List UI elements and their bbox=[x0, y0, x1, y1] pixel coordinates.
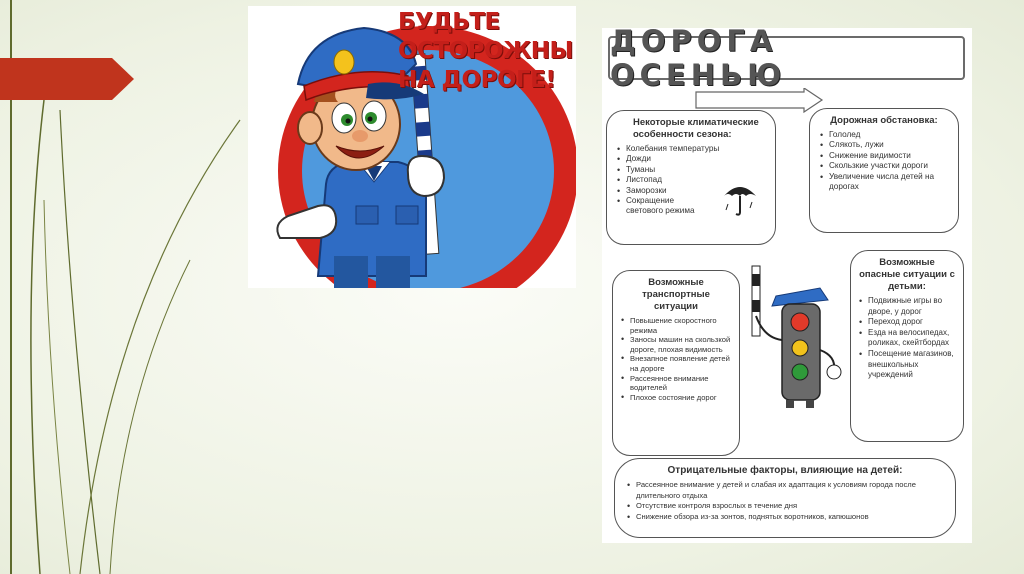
list-item: • Езда на велосипедах, роликах, скейтбордах bbox=[859, 328, 955, 349]
road-title: Дорожная обстановка: bbox=[830, 115, 938, 126]
list-item: • Внезапное появление детей на дороге bbox=[621, 354, 731, 373]
list-item: • Переход дорог bbox=[859, 317, 955, 328]
climate-title: Некоторые климатические особенности сезона: bbox=[633, 117, 759, 140]
be-careful-headline bbox=[398, 8, 576, 95]
headline-line: НА ДОРОГЕ! bbox=[398, 67, 556, 93]
negative-list bbox=[627, 480, 943, 522]
list-item: • Посещение магазинов, внешкольных учреждений bbox=[859, 349, 955, 381]
list-item: • Рассеянное внимание водителей bbox=[621, 374, 731, 393]
transport-list bbox=[621, 316, 731, 402]
list-item: • Заморозки bbox=[617, 186, 765, 196]
danger-list bbox=[859, 296, 955, 381]
list-item: • Сокращение светового режима bbox=[617, 196, 712, 217]
list-item: • Плохое состояние дорог bbox=[621, 393, 731, 403]
list-item: • Подвижные игры во дворе, у дорог bbox=[859, 296, 955, 317]
transport-bubble bbox=[612, 270, 740, 456]
list-item: • Заносы машин на скользкой дороге, плохая видимость bbox=[621, 335, 731, 354]
list-item: • Дожди bbox=[617, 154, 765, 164]
road-list bbox=[820, 130, 948, 192]
list-item: • Скользкие участки дороги bbox=[820, 161, 948, 171]
list-item: • Отсутствие контроля взрослых в течение дня bbox=[627, 501, 943, 512]
list-item: • Снижение обзора из-за зонтов, поднятых воротников, капюшонов bbox=[627, 512, 943, 523]
road-situation-bubble bbox=[809, 108, 959, 233]
list-item: • Слякоть, лужи bbox=[820, 140, 948, 150]
traffic-light-character bbox=[742, 260, 848, 410]
list-item: • Гололед bbox=[820, 130, 948, 140]
transport-title: Возможные транспортные ситуации bbox=[642, 277, 710, 312]
poster-title: ДОРОГА ОСЕНЬЮ bbox=[610, 24, 787, 92]
list-item: • Повышение скоростного режима bbox=[621, 316, 731, 335]
poster-title-box bbox=[608, 24, 965, 92]
headline-line: БУДЬТЕ bbox=[398, 9, 500, 35]
umbrella-icon bbox=[720, 178, 760, 218]
list-item: • Снижение видимости bbox=[820, 151, 948, 161]
list-item: • Увеличение числа детей на дорогах bbox=[820, 172, 948, 193]
be-careful-poster bbox=[248, 6, 576, 288]
list-item: • Рассеянное внимание у детей и слабая их адаптация к условиям города после длительного отдыха bbox=[627, 480, 943, 501]
negative-factors-bubble bbox=[614, 458, 956, 538]
danger-title: Возможные опасные ситуации с детьми: bbox=[859, 257, 955, 292]
list-item: • Листопад bbox=[617, 175, 765, 185]
list-item: • Колебания температуры bbox=[617, 144, 765, 154]
list-item: • Туманы bbox=[617, 165, 765, 175]
headline-line: ОСТОРОЖНЫ bbox=[398, 38, 573, 64]
accent-arrow-bar bbox=[0, 58, 134, 100]
negative-title: Отрицательные факторы, влияющие на детей: bbox=[667, 465, 903, 476]
autumn-road-poster bbox=[602, 24, 972, 543]
danger-bubble bbox=[850, 250, 964, 442]
